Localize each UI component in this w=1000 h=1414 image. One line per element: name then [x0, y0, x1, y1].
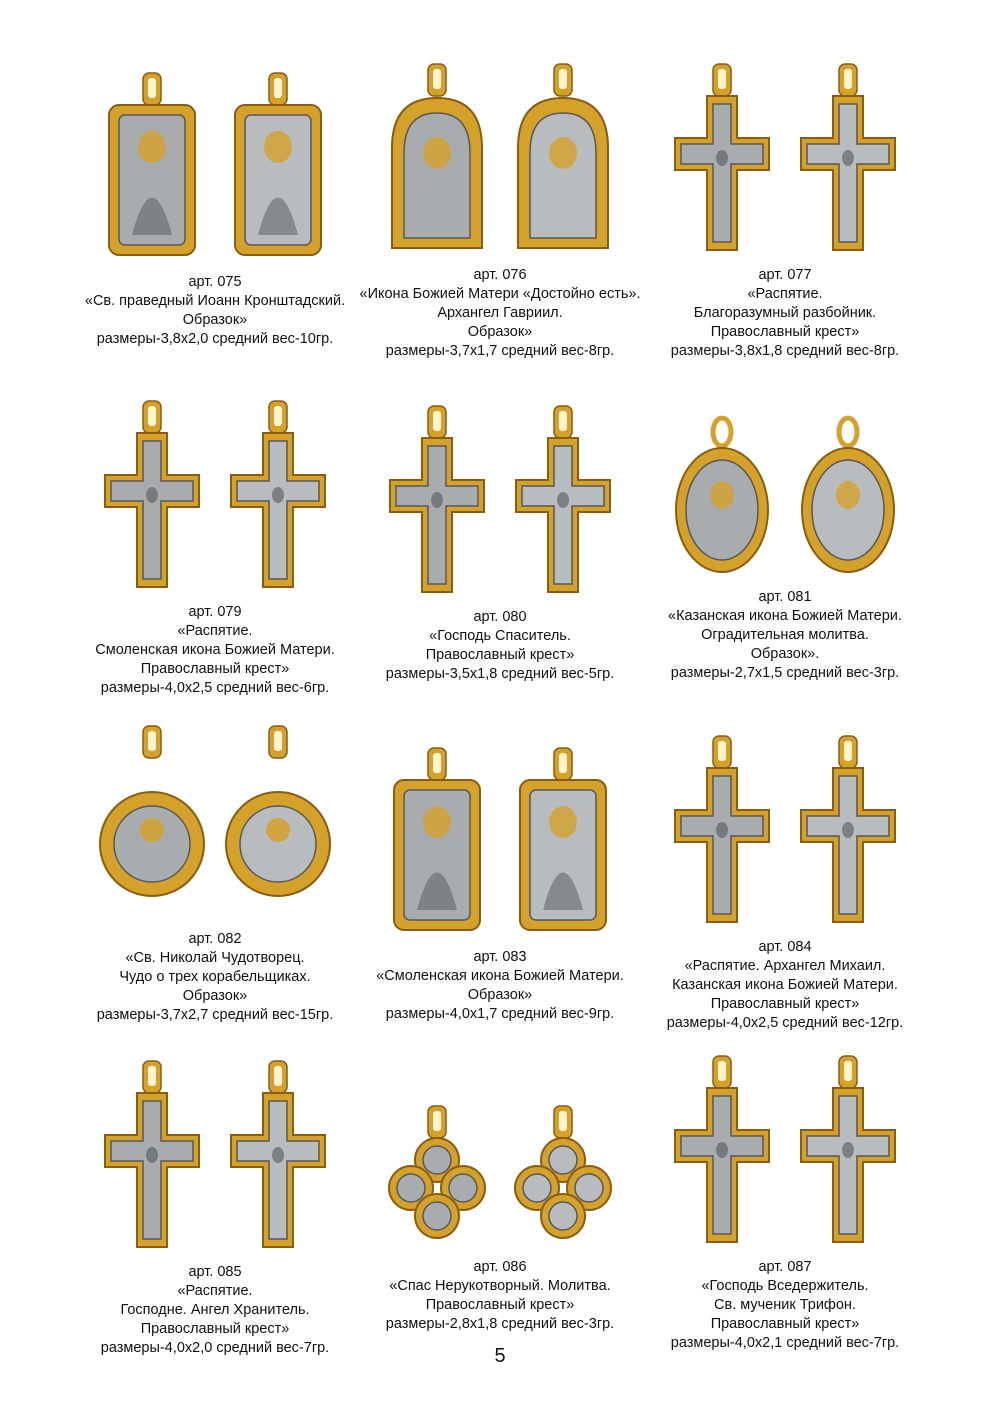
article-number: арт. 075	[188, 274, 242, 290]
article-number: арт. 082	[188, 931, 242, 947]
item-caption	[345, 1258, 655, 1334]
pendant-image	[667, 58, 777, 258]
item-title-line: Чудо о трех корабельщиках.	[119, 969, 311, 985]
item-title-line: «Распятие.	[177, 1283, 253, 1299]
item-caption	[630, 266, 940, 361]
item-title-line: «Спас Нерукотворный. Молитва.	[389, 1278, 611, 1294]
item-specs: размеры-3,8х1,8 средний вес-8гр.	[670, 343, 900, 359]
catalog-item	[345, 400, 655, 684]
item-title-line: Благоразумный разбойник.	[693, 305, 877, 321]
item-title-line: «Распятие.	[747, 286, 823, 302]
pendant-image	[508, 58, 618, 258]
item-specs: размеры-4,0х2,5 средний вес-6гр.	[100, 680, 330, 696]
page-number: 5	[494, 1345, 506, 1367]
item-title-line: Образок».	[750, 646, 820, 662]
pendant-image	[793, 380, 903, 580]
article-number: арт. 083	[473, 949, 527, 965]
item-title-line: Архангел Гавриил.	[437, 305, 563, 321]
item-title-line: Образок»	[182, 988, 248, 1004]
pendant-back	[793, 380, 903, 580]
item-title-line: Казанская икона Божией Матери.	[672, 977, 898, 993]
catalog-item	[630, 58, 940, 361]
item-title-line: Православный крест»	[710, 1316, 860, 1332]
pendant-pair	[630, 58, 940, 258]
catalog-item	[60, 65, 370, 349]
pendant-pair	[345, 58, 655, 258]
item-caption	[60, 1263, 370, 1358]
item-title-line: Православный крест»	[140, 661, 290, 677]
item-specs: размеры-2,8х1,8 средний вес-3гр.	[385, 1316, 615, 1332]
item-caption	[345, 608, 655, 684]
pendant-image	[382, 400, 492, 600]
item-specs: размеры-4,0х1,7 средний вес-9гр.	[385, 1006, 615, 1022]
item-title-line: Образок»	[182, 312, 248, 328]
pendant-front	[667, 380, 777, 580]
pendant-image	[667, 1050, 777, 1250]
pendant-back	[223, 1055, 333, 1255]
item-caption	[60, 930, 370, 1025]
catalog-item	[345, 740, 655, 1024]
item-specs: размеры-2,7х1,5 средний вес-3гр.	[670, 665, 900, 681]
item-specs: размеры-4,0х2,0 средний вес-7гр.	[100, 1340, 330, 1356]
item-title-line: «Смоленская икона Божией Матери.	[376, 968, 624, 984]
pendant-pair	[630, 730, 940, 930]
item-title-line: Православный крест»	[140, 1321, 290, 1337]
item-title-line: «Икона Божией Матери «Достойно есть».	[359, 286, 641, 302]
catalog-item	[630, 1050, 940, 1353]
pendant-pair	[345, 1050, 655, 1250]
pendant-image	[382, 1050, 492, 1250]
item-title-line: «Казанская икона Божией Матери.	[668, 608, 902, 624]
item-caption	[630, 588, 940, 683]
pendant-image	[508, 740, 618, 940]
item-title-line: «Господь Вседержитель.	[701, 1278, 869, 1294]
pendant-back	[223, 65, 333, 265]
pendant-image	[223, 65, 333, 265]
article-number: арт. 077	[758, 267, 812, 283]
item-caption	[345, 266, 655, 361]
item-title-line: Оградительная молитва.	[701, 627, 869, 643]
pendant-front	[97, 722, 207, 922]
pendant-pair	[630, 380, 940, 580]
item-title-line: Смоленская икона Божией Матери.	[95, 642, 335, 658]
pendant-back	[508, 58, 618, 258]
pendant-back	[508, 740, 618, 940]
article-number: арт. 087	[758, 1259, 812, 1275]
item-title-line: Православный крест»	[425, 647, 575, 663]
pendant-pair	[60, 65, 370, 265]
pendant-image	[508, 400, 618, 600]
article-number: арт. 076	[473, 267, 527, 283]
catalog-item	[345, 58, 655, 361]
pendant-image	[793, 730, 903, 930]
article-number: арт. 084	[758, 939, 812, 955]
pendant-back	[223, 722, 333, 922]
pendant-back	[793, 730, 903, 930]
pendant-front	[97, 1055, 207, 1255]
pendant-back	[793, 1050, 903, 1250]
item-caption	[630, 938, 940, 1033]
pendant-front	[382, 740, 492, 940]
article-number: арт. 079	[188, 604, 242, 620]
pendant-front	[667, 1050, 777, 1250]
pendant-image	[223, 1055, 333, 1255]
pendant-front	[382, 58, 492, 258]
item-caption	[60, 273, 370, 349]
item-caption	[630, 1258, 940, 1353]
pendant-image	[223, 722, 333, 922]
pendant-front	[382, 400, 492, 600]
pendant-back	[508, 400, 618, 600]
pendant-image	[667, 730, 777, 930]
catalog-item	[60, 722, 370, 1025]
pendant-front	[382, 1050, 492, 1250]
item-title-line: «Св. праведный Иоанн Кронштадский.	[84, 293, 346, 309]
item-title-line: «Св. Николай Чудотворец.	[125, 950, 305, 966]
pendant-image	[97, 395, 207, 595]
item-caption	[60, 603, 370, 698]
item-title-line: «Распятие. Архангел Михаил.	[684, 958, 886, 974]
pendant-image	[97, 1055, 207, 1255]
pendant-image	[97, 65, 207, 265]
item-specs: размеры-3,7х1,7 средний вес-8гр.	[385, 343, 615, 359]
article-number: арт. 086	[473, 1259, 527, 1275]
catalog-item	[60, 395, 370, 698]
item-title-line: Образок»	[467, 324, 533, 340]
article-number: арт. 081	[758, 589, 812, 605]
pendant-pair	[345, 740, 655, 940]
item-specs: размеры-3,8х2,0 средний вес-10гр.	[96, 331, 334, 347]
pendant-image	[793, 58, 903, 258]
pendant-image	[793, 1050, 903, 1250]
pendant-pair	[630, 1050, 940, 1250]
item-title-line: Св. мученик Трифон.	[714, 1297, 856, 1313]
pendant-pair	[60, 395, 370, 595]
pendant-image	[382, 740, 492, 940]
article-number: арт. 080	[473, 609, 527, 625]
item-specs: размеры-3,5х1,8 средний вес-5гр.	[385, 666, 615, 682]
pendant-front	[667, 730, 777, 930]
item-title-line: Православный крест»	[710, 996, 860, 1012]
pendant-image	[508, 1050, 618, 1250]
catalog-item	[630, 730, 940, 1033]
catalog-item	[345, 1050, 655, 1334]
item-title-line: Господне. Ангел Хранитель.	[120, 1302, 310, 1318]
pendant-pair	[60, 1055, 370, 1255]
pendant-back	[223, 395, 333, 595]
pendant-front	[667, 58, 777, 258]
item-title-line: Образок»	[467, 987, 533, 1003]
item-specs: размеры-4,0х2,1 средний вес-7гр.	[670, 1335, 900, 1351]
item-title-line: «Господь Спаситель.	[429, 628, 571, 644]
pendant-pair	[345, 400, 655, 600]
item-title-line: Православный крест»	[710, 324, 860, 340]
item-specs: размеры-3,7х2,7 средний вес-15гр.	[96, 1007, 334, 1023]
pendant-back	[508, 1050, 618, 1250]
pendant-image	[382, 58, 492, 258]
pendant-image	[223, 395, 333, 595]
item-specs: размеры-4,0х2,5 средний вес-12гр.	[666, 1015, 904, 1031]
item-title-line: Православный крест»	[425, 1297, 575, 1313]
pendant-pair	[60, 722, 370, 922]
pendant-image	[667, 380, 777, 580]
item-title-line: «Распятие.	[177, 623, 253, 639]
catalog-item	[630, 380, 940, 683]
catalog-item	[60, 1055, 370, 1358]
pendant-front	[97, 65, 207, 265]
pendant-front	[97, 395, 207, 595]
pendant-image	[97, 722, 207, 922]
article-number: арт. 085	[188, 1264, 242, 1280]
pendant-back	[793, 58, 903, 258]
item-caption	[345, 948, 655, 1024]
